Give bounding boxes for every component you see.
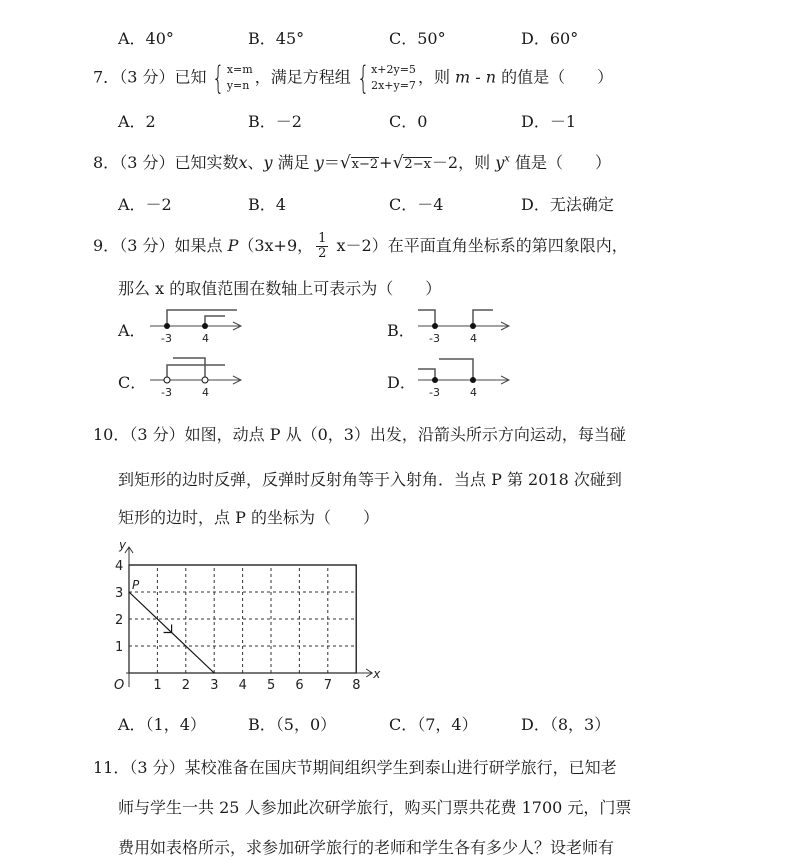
y-tick-label: 4 <box>115 559 124 574</box>
q6-option-a[interactable]: A．40° <box>118 29 174 48</box>
q10-option-c[interactable]: C．（7，4） <box>389 715 478 734</box>
q9-stem-line2: 那么 x 的取值范围在数轴上可表示为（ ） <box>118 279 442 298</box>
q7-expression: m - n <box>455 67 497 87</box>
tick-label: -3 <box>161 332 172 345</box>
point-dot <box>164 323 170 329</box>
tick-label: 4 <box>470 386 477 398</box>
point-dot <box>202 377 208 383</box>
q10-stem-line2: 到矩形的边时反弹，反弹时反射角等于入射角．当点 P 第 2018 次碰到 <box>118 470 622 489</box>
x-tick-label: 7 <box>323 678 333 693</box>
q9-option-a-label[interactable]: A． <box>118 321 146 340</box>
y-axis-label: y <box>119 538 127 552</box>
q9-option-d-numberline[interactable] <box>413 356 523 398</box>
point-dot <box>470 323 476 329</box>
q9-fraction: $\frac{1}{2}$ <box>318 231 327 261</box>
q9-option-a-numberline[interactable] <box>145 306 255 346</box>
y-tick-label: 1 <box>115 640 124 655</box>
x-tick-label: 1 <box>153 678 162 693</box>
point-dot <box>432 323 438 329</box>
q6-option-b[interactable]: B．45° <box>248 29 305 48</box>
q9-option-c-numberline[interactable] <box>145 356 255 398</box>
x-tick-label: 3 <box>210 678 219 693</box>
q8-option-d[interactable]: D．无法确定 <box>521 195 614 214</box>
q8-option-c[interactable]: C．－4 <box>389 195 444 214</box>
q6-option-d[interactable]: D．60° <box>521 29 579 48</box>
point-dot <box>432 377 438 383</box>
point-dot <box>470 377 476 383</box>
q9-option-c-label[interactable]: C． <box>118 373 147 392</box>
q7-option-d[interactable]: D．－1 <box>521 112 577 131</box>
point-p-label: P <box>132 578 140 592</box>
q7-system-1: { x=m y=n <box>212 59 253 97</box>
q8-option-b[interactable]: B．4 <box>248 195 286 214</box>
q8-sqrt-2: 2−x <box>404 157 431 172</box>
q7-number: 7． <box>93 67 120 87</box>
q7-middle: ，满足方程组 <box>254 67 351 87</box>
sqrt-icon: √ <box>392 153 404 173</box>
q7-prefix: 已知 <box>174 67 207 87</box>
q8-stem: 8．（3 分）已知实数x、y 满足 y＝√x−2+√2−x－2，则 $y^x$ 值是（ ） <box>93 153 611 173</box>
origin-label: O <box>114 678 125 693</box>
q8-option-a[interactable]: A．－2 <box>118 195 172 214</box>
x-tick-label: 6 <box>295 678 304 693</box>
q7-option-a[interactable]: A．2 <box>118 112 156 131</box>
q7-system-2: { x+2y=5 2x+y=7 <box>356 59 416 97</box>
q10-stem-line1: 10．（3 分）如图，动点 P 从（0，3）出发，沿箭头所示方向运动，每当碰 <box>93 425 626 444</box>
q10-option-a[interactable]: A．（1，4） <box>118 715 206 734</box>
q9-option-b-numberline[interactable] <box>413 306 523 346</box>
q9-stem: 9．（3 分）如果点 P（3x+9， $\frac{1}{2}$ x－2）在平面直角坐标系的第四象限内， <box>93 231 628 261</box>
tick-label: -3 <box>161 386 172 398</box>
q7-option-b[interactable]: B．－2 <box>248 112 302 131</box>
q11-stem-line1: 11．（3 分）某校准备在国庆节期间组织学生到泰山进行研学旅行，已知老 <box>93 758 617 777</box>
point-dot <box>202 323 208 329</box>
x-tick-label: 8 <box>352 678 361 693</box>
q11-stem-line2: 师与学生一共 25 人参加此次研学旅行，购买门票共花费 1700 元，门票 <box>118 798 632 817</box>
point-dot <box>164 377 170 383</box>
q9-option-b-label[interactable]: B． <box>387 321 415 340</box>
q8-sqrt-1: x−2 <box>351 157 379 172</box>
x-tick-label: 2 <box>181 678 191 693</box>
x-tick-label: 4 <box>238 678 247 693</box>
x-tick-label: 5 <box>267 678 276 693</box>
y-tick-label: 3 <box>115 586 124 601</box>
sqrt-icon: √ <box>339 153 351 173</box>
q7-option-c[interactable]: C．0 <box>389 112 428 131</box>
x-axis-label: x <box>373 667 381 681</box>
tick-label: -3 <box>429 386 440 398</box>
q7-score: （3 分） <box>119 67 175 87</box>
q9-option-d-label[interactable]: D． <box>387 373 416 392</box>
y-tick-label: 2 <box>115 613 124 628</box>
tick-label: 4 <box>202 332 209 345</box>
tick-label: 4 <box>470 332 477 345</box>
q10-option-b[interactable]: B．（5，0） <box>248 715 337 734</box>
q10-coordinate-graph <box>105 535 390 700</box>
q6-option-c[interactable]: C．50° <box>389 29 446 48</box>
q11-stem-line3: 费用如表格所示，求参加研学旅行的老师和学生各有多少人？设老师有 <box>118 838 615 857</box>
tick-label: -3 <box>429 332 440 345</box>
tick-label: 4 <box>202 386 209 398</box>
q7-stem: 7．（3 分）已知 { x=m y=n ，满足方程组 { x+2y=5 2x+y=7 ，则 m - n 的值是（ ） <box>93 59 614 97</box>
q10-option-d[interactable]: D．（8，3） <box>521 715 611 734</box>
q10-stem-line3: 矩形的边时，点 P 的坐标为（ ） <box>118 508 379 527</box>
